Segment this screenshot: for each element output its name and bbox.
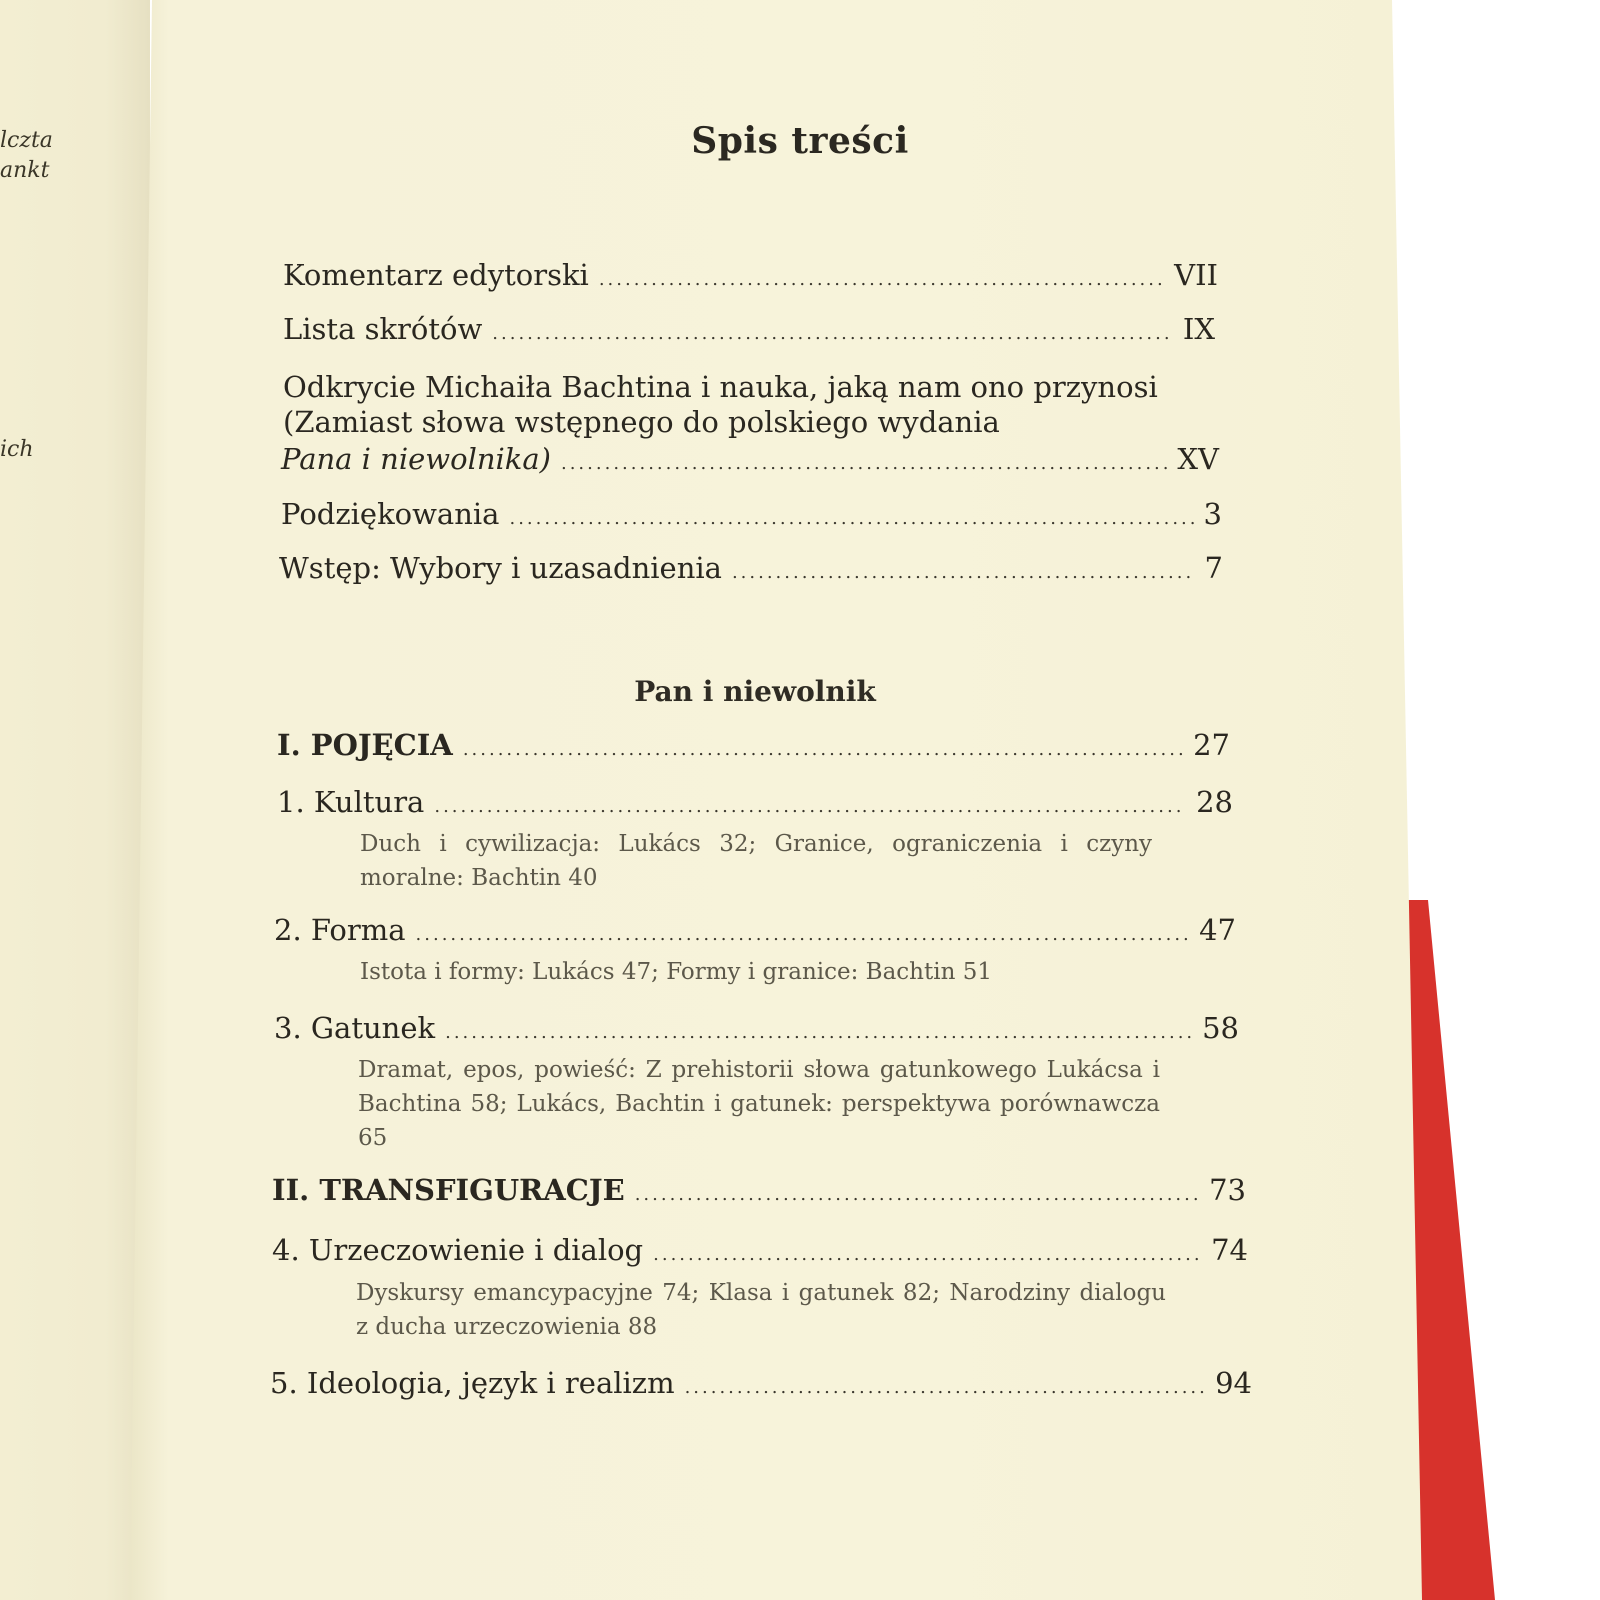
left-page-fragment-2: ankt <box>0 158 50 183</box>
toc-entry-line-2: (Zamiast słowa wstępnego do polskiego wydania <box>283 405 1000 439</box>
toc-entry-label: 3. Gatunek <box>274 1011 436 1045</box>
toc-entry-label: Lista skrótów <box>283 312 483 346</box>
toc-entry-page: 73 <box>1209 1173 1246 1207</box>
toc-entry-label: Wstęp: Wybory i uzasadnienia <box>279 551 722 585</box>
leader-dots <box>434 796 1186 817</box>
toc-entry-page: 58 <box>1202 1011 1239 1045</box>
leader-dots <box>599 269 1164 290</box>
toc-entry <box>281 442 1219 476</box>
page-title: Spis treści <box>691 120 909 162</box>
toc-entry <box>270 1366 1252 1400</box>
toc-entry <box>279 551 1223 585</box>
toc-entry-page: 47 <box>1199 913 1236 947</box>
toc-entry-label: II. TRANSFIGURACJE <box>272 1173 625 1207</box>
toc-entry-subsections: Duch i cywilizacja: Lukács 32; Granice, ograniczenia i czyny moralne: Bachtin 40 <box>360 831 1152 891</box>
leader-dots <box>416 924 1190 945</box>
leader-dots <box>492 323 1173 344</box>
toc-entry-page: 94 <box>1215 1366 1252 1400</box>
left-page <box>0 0 150 1600</box>
toc-entry-page: XV <box>1177 442 1219 476</box>
leader-dots <box>445 1022 1192 1043</box>
toc-part-entry <box>272 1173 1246 1207</box>
toc-entry-label: Pana i niewolnika) <box>281 442 551 476</box>
toc-entry-page: 7 <box>1204 551 1223 585</box>
toc-entry-page: VII <box>1174 258 1218 292</box>
leader-dots <box>732 562 1195 583</box>
toc-entry-label: 4. Urzeczowienie i dialog <box>272 1233 644 1267</box>
leader-dots <box>635 1184 1199 1205</box>
toc-entry <box>283 312 1215 346</box>
toc-entry-label: 1. Kultura <box>277 785 425 819</box>
toc-entry-page: 27 <box>1193 728 1230 762</box>
section-title: Pan i niewolnik <box>634 675 876 708</box>
toc-entry <box>274 1011 1239 1045</box>
toc-entry <box>281 497 1222 531</box>
leader-dots <box>509 508 1193 529</box>
toc-entry-subsections: Istota i formy: Lukács 47; Formy i granice: Bachtin 51 <box>360 959 992 985</box>
leader-dots <box>463 739 1183 760</box>
toc-entry-label: 5. Ideologia, język i realizm <box>270 1366 675 1400</box>
toc-entry-label: 2. Forma <box>274 913 406 947</box>
toc-entry <box>274 913 1236 947</box>
leader-dots <box>653 1244 1201 1265</box>
leader-dots <box>561 453 1167 474</box>
toc-entry-page: 28 <box>1196 785 1233 819</box>
toc-entry <box>272 1233 1248 1267</box>
toc-entry-label: Komentarz edytorski <box>283 258 589 292</box>
toc-entry-subsections: Dramat, epos, powieść: Z prehistorii słowa gatunkowego Lukácsa i Bachtina 58; Lukács, Bachtin i gatunek: perspektywa porównawcza 65 <box>358 1057 1160 1151</box>
toc-entry <box>283 258 1218 292</box>
toc-entry-page: IX <box>1182 312 1215 346</box>
leader-dots <box>685 1377 1206 1398</box>
toc-entry-line-1: Odkrycie Michaiła Bachtina i nauka, jaką nam ono przynosi <box>283 370 1158 404</box>
toc-entry-subsections: Dyskursy emancypacyjne 74; Klasa i gatunek 82; Narodziny dialogu z ducha urzeczowienia 88 <box>356 1280 1166 1340</box>
toc-entry-label: Podziękowania <box>281 497 500 531</box>
toc-entry-page: 3 <box>1203 497 1222 531</box>
toc-part-entry <box>277 728 1230 762</box>
left-page-fragment-3: ich <box>0 437 34 462</box>
toc-entry <box>277 785 1233 819</box>
left-page-fragment-1: lczta <box>0 128 53 153</box>
toc-entry-label: I. POJĘCIA <box>277 728 453 762</box>
toc-entry-page: 74 <box>1211 1233 1248 1267</box>
